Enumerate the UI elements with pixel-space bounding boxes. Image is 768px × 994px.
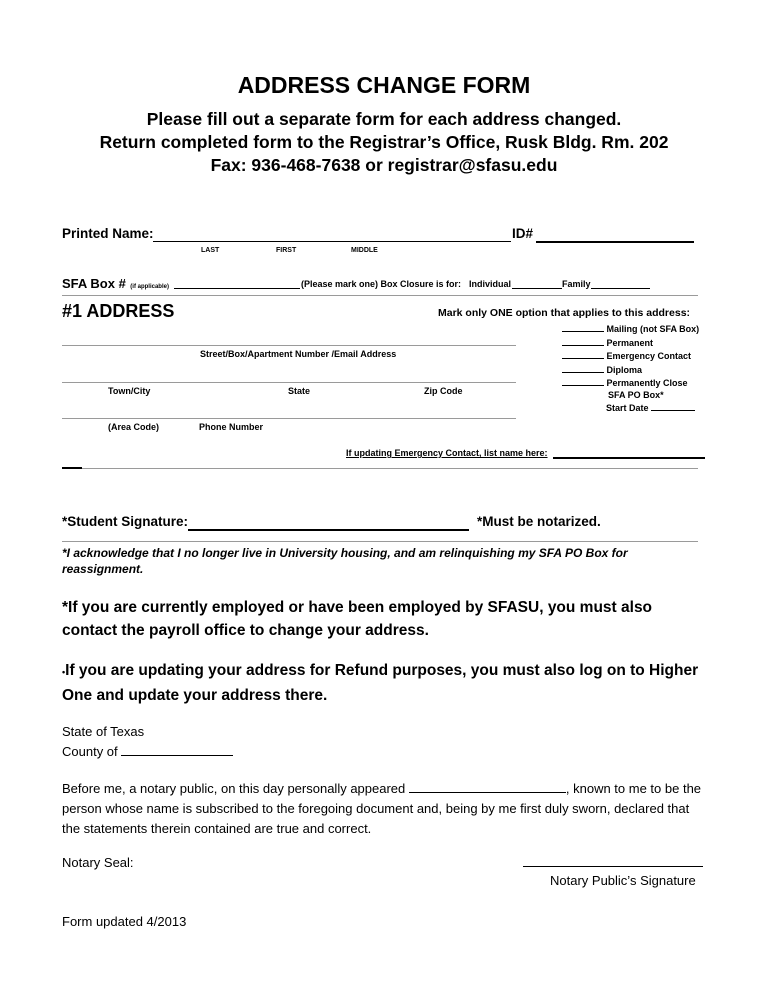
box-closure-label: (Please mark one) Box Closure is for: — [301, 279, 462, 289]
sfa-box-label: SFA Box # — [62, 276, 126, 291]
notary-statement-after: , known to me to be the person whose name is subscribed to the foregoing document and, being by me first duly sworn, declared that the statements therein contained are true and correct. — [62, 781, 702, 836]
last-name-sublabel: LAST — [201, 247, 220, 254]
option-permanent-label: Permanent — [606, 337, 654, 348]
emergency-contact-name-field[interactable] — [553, 457, 705, 459]
street-field[interactable] — [62, 345, 516, 346]
town-label: Town/City — [108, 386, 151, 396]
sfa-box-row — [62, 275, 169, 293]
sfa-box-applicable: (if applicable) — [130, 284, 169, 290]
middle-name-sublabel: MIDDLE — [351, 247, 378, 254]
street-label: Street/Box/Apartment Number /Email Address — [200, 349, 397, 359]
appeared-name-field[interactable] — [409, 778, 566, 793]
county-label: County of — [62, 744, 118, 759]
student-signature-label: *Student Signature: — [62, 514, 189, 529]
option-mailing-label: Mailing (not SFA Box) — [606, 324, 700, 334]
notary-statement-before: Before me, a notary public, on this day personally appeared — [62, 781, 406, 796]
start-date-row — [562, 401, 699, 415]
student-signature-field[interactable] — [188, 529, 469, 531]
housing-acknowledgement: *I acknowledge that I no longer live in University housing, and am relinquishing my SFA PO Box for reassignment. — [62, 546, 628, 576]
first-name-sublabel: FIRST — [276, 247, 297, 254]
county-row — [62, 741, 233, 762]
notary-signature-field[interactable] — [523, 866, 703, 867]
closure-family-field[interactable] — [591, 288, 650, 289]
id-field[interactable] — [536, 241, 694, 243]
option-mailing[interactable] — [562, 322, 699, 336]
closure-individual-label: Individual — [469, 279, 512, 289]
instruction-line-1: Please fill out a separate form for each address changed. — [146, 109, 622, 129]
sfa-box-field[interactable] — [174, 288, 300, 289]
must-be-notarized-note: *Must be notarized. — [477, 514, 601, 529]
section-divider-3 — [62, 541, 698, 542]
option-permanently-close-label: Permanently Close — [606, 378, 688, 388]
closure-individual-field[interactable] — [512, 288, 562, 289]
form-updated-footer: Form updated 4/2013 — [62, 914, 187, 929]
phone-field[interactable] — [62, 418, 516, 419]
county-field[interactable] — [121, 741, 233, 756]
start-date-field[interactable] — [651, 401, 695, 411]
option-emergency-contact-label: Emergency Contact — [606, 351, 692, 361]
emergency-contact-note: If updating Emergency Contact, list name here: — [346, 448, 548, 458]
address-options-list — [562, 322, 699, 415]
notary-statement — [62, 778, 708, 839]
short-rule — [62, 467, 82, 469]
form-title: ADDRESS CHANGE FORM — [237, 72, 531, 98]
refund-bullet: • — [62, 667, 66, 677]
instruction-line-2: Return completed form to the Registrar’s Office, Rusk Bldg. Rm. 202 — [99, 132, 669, 152]
option-permanently-close[interactable] — [562, 376, 699, 390]
option-emergency-contact[interactable] — [562, 349, 699, 363]
section-divider-2 — [82, 468, 698, 469]
area-code-label: (Area Code) — [108, 422, 160, 432]
id-label: ID# — [512, 226, 534, 241]
refund-notice-text: If you are updating your address for Refund purposes, you must also log on to Higher One and update your address there. — [62, 662, 699, 704]
notary-seal-label: Notary Seal: — [62, 855, 134, 870]
zip-label: Zip Code — [424, 386, 463, 396]
sfa-po-box-label: SFA PO Box* — [608, 389, 664, 400]
refund-notice — [62, 659, 702, 707]
town-state-zip-field[interactable] — [62, 382, 516, 383]
closure-family-label: Family — [562, 279, 591, 289]
fax-email-line: Fax: 936-468-7638 or registrar@sfasu.edu — [210, 155, 558, 175]
notary-signature-label: Notary Public’s Signature — [550, 873, 696, 888]
state-label: State — [288, 386, 311, 396]
option-diploma-label: Diploma — [606, 364, 643, 375]
state-of-texas: State of Texas — [62, 724, 145, 739]
option-instruction: Mark only ONE option that applies to this address: — [438, 307, 691, 319]
payroll-notice: *If you are currently employed or have been employed by SFASU, you must also contact the payroll office to change your address. — [62, 599, 653, 639]
section-divider — [62, 295, 698, 296]
option-permanent[interactable] — [562, 336, 699, 350]
printed-name-label: Printed Name: — [62, 226, 154, 241]
phone-label: Phone Number — [199, 422, 264, 432]
address-1-heading: #1 ADDRESS — [62, 301, 175, 321]
printed-name-field[interactable] — [153, 241, 511, 242]
start-date-label: Start Date — [606, 403, 649, 413]
option-diploma[interactable] — [562, 363, 699, 377]
